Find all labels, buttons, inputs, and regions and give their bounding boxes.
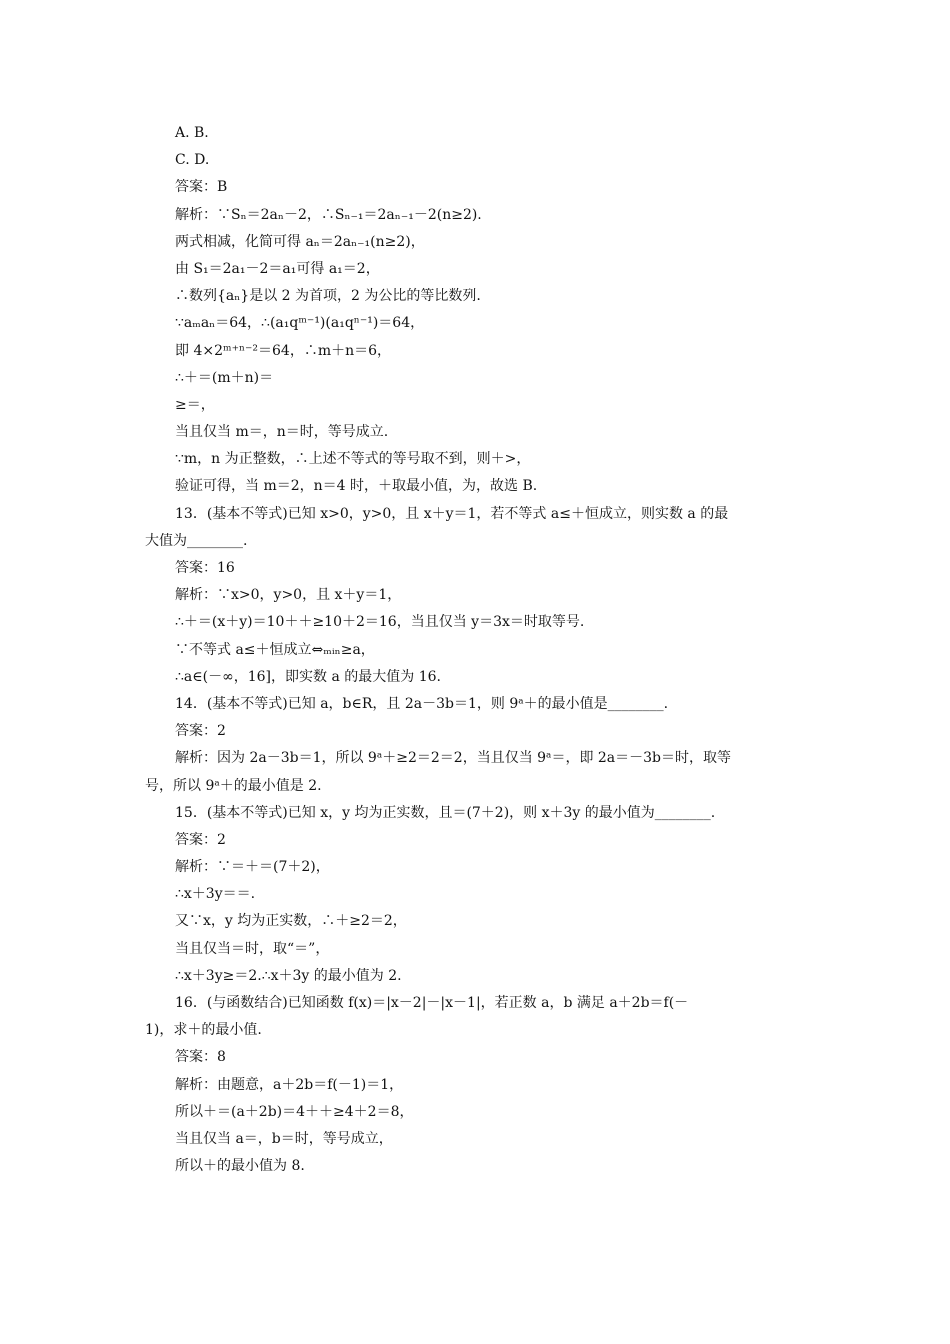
text-line: C. D.: [175, 152, 210, 169]
text-line: 当且仅当 m＝，n＝时，等号成立.: [175, 424, 389, 441]
text-line: ∴数列{aₙ}是以 2 为首项，2 为公比的等比数列.: [175, 288, 481, 305]
text-line: 16．(与函数结合)已知函数 f(x)＝|x－2|－|x－1|，若正数 a，b 满足 a＋2b＝f(－: [175, 995, 689, 1011]
text-line: ∴a∈(－∞，16]，即实数 a 的最大值为 16.: [175, 668, 441, 685]
text-line: 解析：由题意，a＋2b＝f(－1)＝1，: [175, 1076, 404, 1093]
text-line: ∴＋＝(m＋n)＝: [175, 369, 274, 386]
text-line: 答案：16: [175, 560, 235, 576]
text-line: 两式相减，化简可得 aₙ＝2aₙ₋₁(n≥2)，: [175, 233, 425, 250]
text-line: 解析：∵x>0，y>0，且 x＋y＝1，: [175, 587, 402, 604]
text-line: 当且仅当 a＝，b＝时，等号成立，: [175, 1130, 393, 1147]
text-line: 所以＋的最小值为 8.: [175, 1158, 305, 1175]
text-line: 解析：∵Sₙ＝2aₙ－2，∴Sₙ₋₁＝2aₙ₋₁－2(n≥2).: [175, 206, 482, 223]
text-line: 15．(基本不等式)已知 x，y 均为正实数，且＝(7＋2)，则 x＋3y 的最小值为________.: [175, 804, 716, 821]
text-line: ∴x＋3y＝＝.: [175, 886, 256, 903]
text-line: ≥＝，: [175, 396, 215, 413]
text-line: ∵不等式 a≤＋恒成立⇔ₘᵢₙ≥a，: [175, 641, 375, 658]
text-line: 即 4×2ᵐ⁺ⁿ⁻²＝64，∴m＋n＝6，: [175, 342, 392, 359]
text-line: 验证可得，当 m＝2，n＝4 时，＋取最小值，为，故选 B.: [175, 478, 538, 495]
text-line: ∴x＋3y≥＝2.∴x＋3y 的最小值为 2.: [175, 967, 402, 984]
text-line: A. B.: [175, 125, 209, 141]
text-line: 答案：8: [175, 1049, 226, 1066]
solution-text-block: [145, 120, 810, 1180]
text-line: 答案：2: [175, 831, 226, 848]
text-line: 由 S₁＝2a₁－2＝a₁可得 a₁＝2，: [175, 260, 380, 277]
text-line: 答案：2: [175, 723, 226, 740]
text-line: 1)，求＋的最小值.: [145, 1022, 262, 1039]
text-line: 号，所以 9ᵃ＋的最小值是 2.: [145, 777, 322, 794]
text-line: 又∵x，y 均为正实数，∴＋≥2＝2，: [175, 913, 407, 930]
text-line: 所以＋＝(a＋2b)＝4＋＋≥4＋2＝8，: [175, 1103, 414, 1120]
text-line: 解析：因为 2a－3b＝1，所以 9ᵃ＋≥2＝2＝2，当且仅当 9ᵃ＝，即 2a＝－3b＝时，取等: [175, 750, 732, 767]
text-line: 答案：B: [175, 179, 228, 196]
text-line: 解析：∵＝＋＝(7＋2)，: [175, 859, 330, 876]
text-line: 当且仅当＝时，取“＝”，: [175, 940, 330, 957]
text-line: 大值为________.: [145, 532, 248, 549]
text-line: ∴＋＝(x＋y)＝10＋＋≥10＋2＝16，当且仅当 y＝3x＝时取等号.: [175, 614, 585, 631]
text-line: ∵m，n 为正整数，∴上述不等式的等号取不到，则＋>，: [175, 451, 531, 468]
text-line: 14．(基本不等式)已知 a，b∈R，且 2a－3b＝1，则 9ᵃ＋的最小值是________.: [175, 695, 669, 712]
text-line: 13．(基本不等式)已知 x>0，y>0，且 x＋y＝1，若不等式 a≤＋恒成立，则实数 a 的最: [175, 505, 729, 522]
text-line: ∵aₘaₙ＝64，∴(a₁qᵐ⁻¹)(a₁qⁿ⁻¹)＝64，: [175, 315, 425, 332]
